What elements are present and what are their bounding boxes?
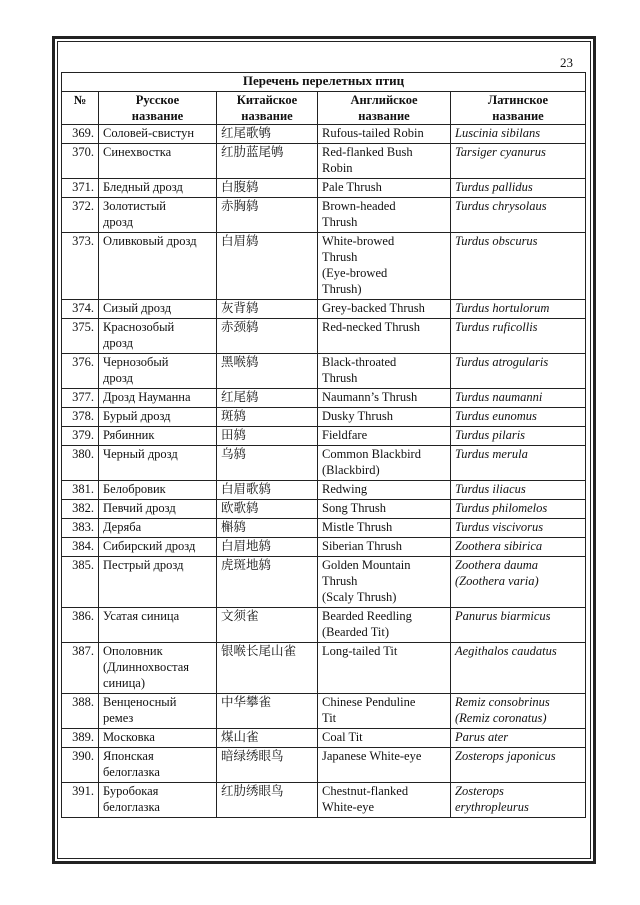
table-row	[62, 519, 586, 538]
cell-english-name: Pale Thrush	[318, 179, 451, 198]
cell-chinese-name: 暗绿绣眼鸟	[217, 748, 318, 783]
cell-latin-name: Turdus merula	[451, 446, 586, 481]
cell-chinese-name: 赤胸鸫	[217, 198, 318, 233]
cell-russian-name: Бурый дрозд	[99, 408, 217, 427]
table-row	[62, 179, 586, 198]
cell-russian-name: Московка	[99, 729, 217, 748]
table-row	[62, 783, 586, 818]
cell-russian-name: Соловей-свистун	[99, 125, 217, 144]
cell-latin-name: Luscinia sibilans	[451, 125, 586, 144]
table-row	[62, 319, 586, 354]
cell-english-name: Naumann’s Thrush	[318, 389, 451, 408]
cell-russian-name: Буробокая белоглазка	[99, 783, 217, 818]
cell-russian-name: Усатая синица	[99, 608, 217, 643]
cell-english-name: Common Blackbird (Blackbird)	[318, 446, 451, 481]
cell-number: 386.	[62, 608, 99, 643]
cell-russian-name: Ополовник (Длиннохвостая синица)	[99, 643, 217, 694]
header-russian: Русское название	[99, 92, 217, 125]
cell-russian-name: Певчий дрозд	[99, 500, 217, 519]
table-row	[62, 408, 586, 427]
cell-number: 379.	[62, 427, 99, 446]
cell-number: 381.	[62, 481, 99, 500]
cell-number: 382.	[62, 500, 99, 519]
table-row	[62, 500, 586, 519]
cell-english-name: Dusky Thrush	[318, 408, 451, 427]
table-row	[62, 427, 586, 446]
table-row	[62, 446, 586, 481]
cell-chinese-name: 文须雀	[217, 608, 318, 643]
cell-latin-name: Turdus pallidus	[451, 179, 586, 198]
cell-english-name: Coal Tit	[318, 729, 451, 748]
table-row	[62, 233, 586, 300]
cell-russian-name: Сибирский дрозд	[99, 538, 217, 557]
cell-latin-name: Zosterops erythropleurus	[451, 783, 586, 818]
cell-russian-name: Чернозобый дрозд	[99, 354, 217, 389]
cell-chinese-name: 红肋绣眼鸟	[217, 783, 318, 818]
header-latin: Латинское название	[451, 92, 586, 125]
header-chinese: Китайское название	[217, 92, 318, 125]
table-row	[62, 748, 586, 783]
cell-chinese-name: 白眉鸫	[217, 233, 318, 300]
cell-latin-name: Remiz consobrinus (Remiz coronatus)	[451, 694, 586, 729]
table-row	[62, 144, 586, 179]
cell-number: 384.	[62, 538, 99, 557]
table-row	[62, 198, 586, 233]
cell-russian-name: Деряба	[99, 519, 217, 538]
cell-russian-name: Сизый дрозд	[99, 300, 217, 319]
cell-chinese-name: 灰背鸫	[217, 300, 318, 319]
table-row	[62, 608, 586, 643]
cell-number: 387.	[62, 643, 99, 694]
cell-number: 376.	[62, 354, 99, 389]
cell-chinese-name: 红肋蓝尾鸲	[217, 144, 318, 179]
cell-number: 370.	[62, 144, 99, 179]
cell-latin-name: Turdus chrysolaus	[451, 198, 586, 233]
cell-chinese-name: 赤颈鸫	[217, 319, 318, 354]
cell-english-name: Rufous-tailed Robin	[318, 125, 451, 144]
cell-chinese-name: 白腹鸫	[217, 179, 318, 198]
cell-number: 391.	[62, 783, 99, 818]
cell-number: 375.	[62, 319, 99, 354]
cell-chinese-name: 红尾鸫	[217, 389, 318, 408]
cell-latin-name: Turdus eunomus	[451, 408, 586, 427]
cell-english-name: Bearded Reedling (Bearded Tit)	[318, 608, 451, 643]
cell-english-name: Song Thrush	[318, 500, 451, 519]
table-row	[62, 125, 586, 144]
cell-english-name: Japanese White-eye	[318, 748, 451, 783]
cell-latin-name: Parus ater	[451, 729, 586, 748]
cell-latin-name: Turdus viscivorus	[451, 519, 586, 538]
cell-chinese-name: 银喉长尾山雀	[217, 643, 318, 694]
cell-number: 374.	[62, 300, 99, 319]
cell-english-name: Fieldfare	[318, 427, 451, 446]
cell-latin-name: Zosterops japonicus	[451, 748, 586, 783]
table-row	[62, 389, 586, 408]
cell-english-name: Red-flanked Bush Robin	[318, 144, 451, 179]
cell-chinese-name: 斑鸫	[217, 408, 318, 427]
cell-english-name: Long-tailed Tit	[318, 643, 451, 694]
cell-number: 383.	[62, 519, 99, 538]
cell-number: 389.	[62, 729, 99, 748]
cell-number: 373.	[62, 233, 99, 300]
cell-number: 372.	[62, 198, 99, 233]
cell-latin-name: Turdus atrogularis	[451, 354, 586, 389]
cell-number: 380.	[62, 446, 99, 481]
cell-latin-name: Aegithalos caudatus	[451, 643, 586, 694]
cell-chinese-name: 虎斑地鸫	[217, 557, 318, 608]
cell-number: 369.	[62, 125, 99, 144]
table-header-row	[62, 92, 586, 125]
cell-chinese-name: 槲鸫	[217, 519, 318, 538]
cell-number: 378.	[62, 408, 99, 427]
cell-english-name: Redwing	[318, 481, 451, 500]
cell-chinese-name: 乌鸫	[217, 446, 318, 481]
cell-latin-name: Turdus naumanni	[451, 389, 586, 408]
cell-russian-name: Венценосный ремез	[99, 694, 217, 729]
cell-english-name: Black-throated Thrush	[318, 354, 451, 389]
cell-english-name: Mistle Thrush	[318, 519, 451, 538]
cell-latin-name: Tarsiger cyanurus	[451, 144, 586, 179]
cell-chinese-name: 欧歌鸫	[217, 500, 318, 519]
cell-number: 371.	[62, 179, 99, 198]
cell-latin-name: Turdus pilaris	[451, 427, 586, 446]
cell-russian-name: Золотистый дрозд	[99, 198, 217, 233]
cell-english-name: White-browed Thrush (Eye-browed Thrush)	[318, 233, 451, 300]
table-row	[62, 694, 586, 729]
cell-chinese-name: 中华攀雀	[217, 694, 318, 729]
table-row	[62, 557, 586, 608]
cell-english-name: Golden Mountain Thrush (Scaly Thrush)	[318, 557, 451, 608]
cell-number: 385.	[62, 557, 99, 608]
cell-chinese-name: 白眉地鸫	[217, 538, 318, 557]
table-row	[62, 300, 586, 319]
cell-latin-name: Zoothera sibirica	[451, 538, 586, 557]
table-row	[62, 643, 586, 694]
table-row	[62, 538, 586, 557]
cell-russian-name: Бледный дрозд	[99, 179, 217, 198]
bird-table	[61, 72, 586, 818]
cell-number: 377.	[62, 389, 99, 408]
cell-chinese-name: 煤山雀	[217, 729, 318, 748]
cell-russian-name: Белобровик	[99, 481, 217, 500]
cell-latin-name: Turdus obscurus	[451, 233, 586, 300]
cell-chinese-name: 白眉歌鸫	[217, 481, 318, 500]
cell-russian-name: Дрозд Науманна	[99, 389, 217, 408]
table-row	[62, 729, 586, 748]
header-english: Английское название	[318, 92, 451, 125]
cell-russian-name: Пестрый дрозд	[99, 557, 217, 608]
cell-chinese-name: 红尾歌鸲	[217, 125, 318, 144]
cell-latin-name: Turdus hortulorum	[451, 300, 586, 319]
cell-latin-name: Zoothera dauma (Zoothera varia)	[451, 557, 586, 608]
cell-english-name: Red-necked Thrush	[318, 319, 451, 354]
cell-english-name: Grey-backed Thrush	[318, 300, 451, 319]
table-row	[62, 481, 586, 500]
cell-english-name: Siberian Thrush	[318, 538, 451, 557]
cell-latin-name: Panurus biarmicus	[451, 608, 586, 643]
cell-english-name: Chestnut-flanked White-eye	[318, 783, 451, 818]
cell-number: 390.	[62, 748, 99, 783]
table-caption: Перечень перелетных птиц	[62, 73, 586, 92]
cell-latin-name: Turdus ruficollis	[451, 319, 586, 354]
header-num: №	[62, 92, 99, 125]
cell-english-name: Brown-headed Thrush	[318, 198, 451, 233]
cell-russian-name: Японская белоглазка	[99, 748, 217, 783]
page-number: 23	[560, 55, 573, 70]
cell-russian-name: Краснозобый дрозд	[99, 319, 217, 354]
cell-russian-name: Рябинник	[99, 427, 217, 446]
cell-russian-name: Черный дрозд	[99, 446, 217, 481]
cell-chinese-name: 田鸫	[217, 427, 318, 446]
table-row	[62, 354, 586, 389]
cell-latin-name: Turdus iliacus	[451, 481, 586, 500]
cell-english-name: Chinese Penduline Tit	[318, 694, 451, 729]
table-body	[62, 125, 586, 818]
cell-latin-name: Turdus philomelos	[451, 500, 586, 519]
cell-russian-name: Синехвостка	[99, 144, 217, 179]
cell-number: 388.	[62, 694, 99, 729]
cell-chinese-name: 黑喉鸫	[217, 354, 318, 389]
cell-russian-name: Оливковый дрозд	[99, 233, 217, 300]
